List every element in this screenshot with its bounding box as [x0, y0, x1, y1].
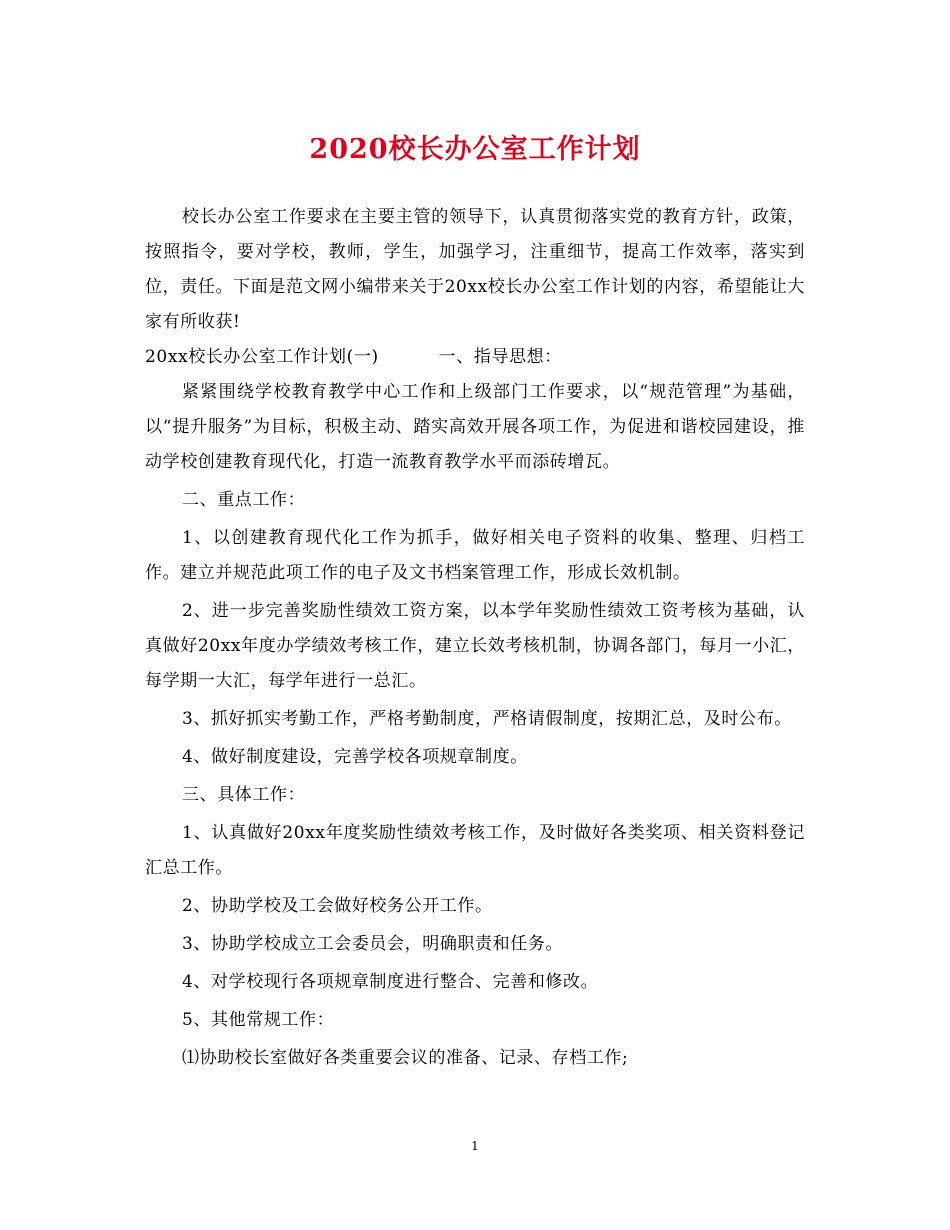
section3-item: 1、认真做好20xx年度奖励性绩效考核工作，及时做好各类奖项、相关资料登记汇总工作。: [145, 823, 805, 878]
section2-item: 2、进一步完善奖励性绩效工资方案，以本学年奖励性绩效工资考核为基础，认真做好20xx年度办学绩效考核工作，建立长效考核机制，协调各部门，每月一小汇，每学期一大汇，每学年进行一总汇。: [145, 601, 805, 691]
section3-item: 3、协助学校成立工会委员会，明确职责和任务。: [182, 934, 564, 954]
section2-heading: 二、重点工作：: [182, 490, 306, 510]
document-title: 2020校长办公室工作计划: [309, 134, 641, 165]
section2-item: 4、做好制度建设，完善学校各项规章制度。: [182, 747, 528, 767]
section2-item: 1、以创建教育现代化工作为抓手，做好相关电子资料的收集、整理、归档工作。建立并规范此项工作的电子及文书档案管理工作，形成长效机制。: [145, 528, 805, 583]
section3-item: ⑴协助校长室做好各类重要会议的准备、记录、存档工作;: [182, 1048, 629, 1068]
section1-paragraph: 紧紧围绕学校教育教学中心工作和上级部门工作要求，以“规范管理”为基础，以“提升服务”为目标，积极主动、踏实高效开展各项工作，为促进和谐校园建设，推动学校创建教育现代化，打造一流教育教学水平而添砖增瓦。: [145, 382, 805, 472]
plan-heading-line: [145, 340, 805, 375]
section3-heading: 三、具体工作：: [182, 785, 306, 805]
plan-label: 20xx校长办公室工作计划(一): [145, 347, 379, 367]
section3-item: 2、协助学校及工会做好校务公开工作。: [182, 896, 493, 916]
section3-item: 4、对学校现行各项规章制度进行整合、完善和修改。: [182, 972, 599, 992]
section3-item: 5、其他常规工作：: [182, 1010, 335, 1030]
document-body: [145, 200, 805, 1076]
section2-item: 3、抓好抓实考勤工作，严格考勤制度，严格请假制度，按期汇总，及时公布。: [182, 709, 792, 729]
intro-paragraph: 校长办公室工作要求在主要主管的领导下，认真贯彻落实党的教育方针，政策，按照指令，要对学校，教师，学生，加强学习，注重细节，提高工作效率，落实到位，责任。下面是范文网小编带来关于20xx校长办公室工作计划的内容，希望能让大家有所收获!: [145, 207, 805, 332]
page-number: 1: [471, 1139, 479, 1153]
section1-heading: 一、指导思想：: [438, 347, 562, 367]
